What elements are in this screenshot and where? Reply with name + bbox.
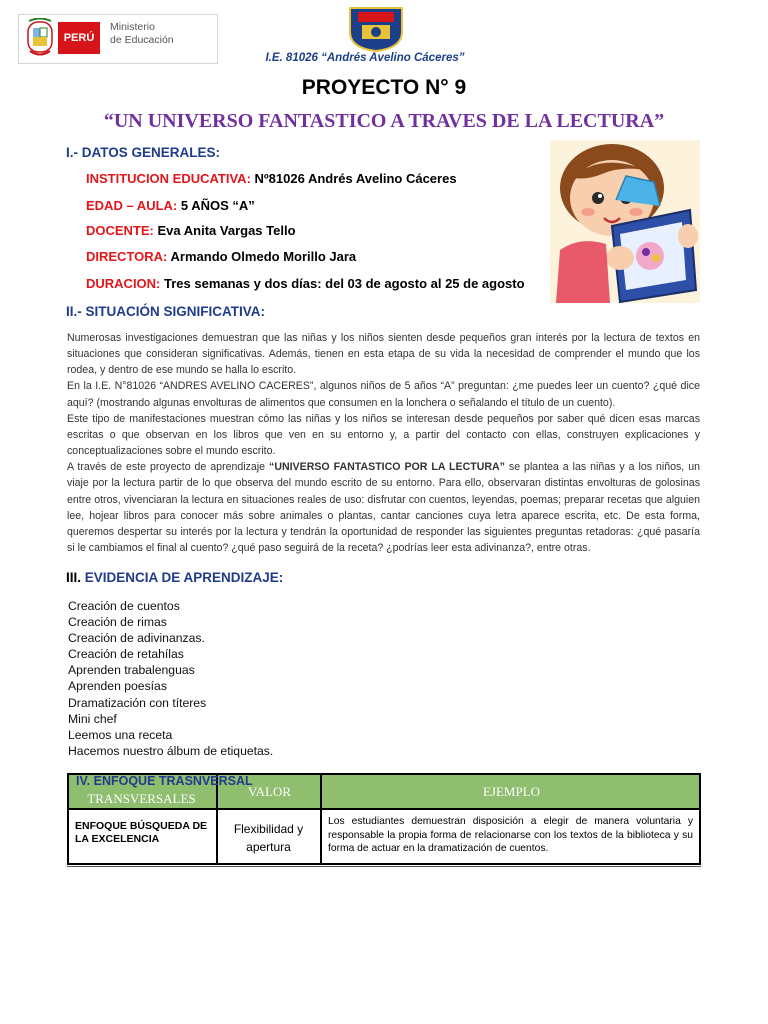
datos-label: DOCENTE: [86, 223, 154, 238]
ministry-name [106, 21, 214, 55]
school-name: I.E. 81026 “Andrés Avelino Cáceres” [265, 52, 465, 64]
table-header-row [69, 775, 699, 810]
evidencia-item: Hacemos nuestro álbum de etiquetas. [68, 743, 274, 758]
datos-row-edad-aula [86, 198, 255, 213]
evidencia-heading-text: EVIDENCIA DE APRENDIZAJE: [81, 570, 284, 585]
situacion-paragraph-4 [67, 459, 700, 556]
evidencia-item: Leemos una receta [68, 727, 173, 742]
cell-ejemplo: Los estudiantes demuestran disposición a elegir de manera voluntaria y responsable la propia forma de relacionarse con los textos de la biblioteca y su forma de actuar en la dramatización de cuentos. [320, 810, 699, 863]
peru-label: PERÚ [58, 22, 100, 54]
datos-row-directora [86, 249, 356, 264]
peru-shield-icon [26, 18, 54, 58]
datos-value: Eva Anita Vargas Tello [157, 223, 296, 238]
evidencia-item: Dramatización con títeres [68, 695, 207, 710]
situacion-paragraph-2: En la I.E. N°81026 “ANDRES AVELINO CACERES”, algunos niños de 5 años “A” preguntan: ¿me puedes leer un cuento? ¿qué dice aquí? (mostrando algunas envolturas de alimentos que consumen en la lonchera o señalando el título de un cuento). [67, 380, 700, 409]
situacion-paragraph-1: Numerosas investigaciones demuestran que las niñas y los niños sienten desde pequeños gran interés por la lectura de textos en situaciones que consideran significativas. Además, tienen en esta etapa de su vida la necesidad de comprender el mundo que los rodea, y dentro de ese mundo se halla lo escrito. [67, 332, 700, 377]
project-subtitle: “UN UNIVERSO FANTASTICO A TRAVES DE LA LECTURA” [103, 110, 665, 132]
datos-value: 5 AÑOS “A” [180, 198, 255, 213]
enfoque-table [67, 773, 701, 865]
child-reading-illustration [550, 140, 700, 303]
evidencia-item: Aprenden trabalenguas [68, 663, 195, 678]
datos-row-docente [86, 223, 296, 238]
situacion-paragraph-3: Este tipo de manifestaciones muestran cómo las niñas y los niños se interesan desde pequeños por saber qué dicen esas marcas escritas o que observan en los libros que ven en su entorno y, a partir del contacto con ellas, construyen explicaciones y conceptualizaciones sobre el mundo escrito. [67, 412, 700, 458]
datos-label: INSTITUCION EDUCATIVA: [86, 171, 251, 186]
evidencia-heading [66, 570, 283, 585]
datos-row-duracion [86, 276, 525, 291]
ministry-line-1: Ministerio [110, 21, 155, 33]
school-crest-icon [344, 6, 408, 52]
header-ejemplo: EJEMPLO [320, 775, 701, 808]
evidencia-item: Creación de adivinanzas. [68, 631, 205, 646]
datos-label: DIRECTORA: [86, 249, 168, 264]
project-title: PROYECTO N° 9 [301, 76, 467, 99]
ministry-line-2: de Educación [110, 34, 174, 46]
table-bottom-rule [67, 866, 701, 867]
header-valor: VALOR [216, 775, 321, 808]
enfoque-heading: IV. ENFOQUE TRASNVERSAL [76, 774, 253, 788]
datos-label: EDAD – AULA: [86, 198, 178, 213]
datos-row-institucion [86, 171, 457, 186]
datos-value: Armando Olmedo Morillo Jara [170, 249, 357, 264]
evidencia-item: Creación de cuentos [68, 599, 180, 613]
evidencia-item: Creación de retahílas [68, 647, 184, 662]
situacion-p4-start: A través de este proyecto de aprendizaje [67, 461, 270, 474]
evidencia-item: Creación de rimas [68, 615, 167, 630]
evidencia-heading-number: III. [66, 570, 82, 585]
situacion-p4-end: se plantea a las niñas y a los niños, un viaje por la lectura partir de lo que observa del mundo escrito de su entorno. Para ello, observaran distintas envolturas de golosinas entre otros, vivenciaran la lectura en situaciones reales de uso: disfrutar con cuentos, leyendas, poemas; preparar recetas que alguien lee, hojear libros para conocer más sobre animales o plantas, cantar canciones cuya letra aparece escrita, etc. De esta forma, queremos despertar su interés por la lectura y tendrán la oportunidad de responder las siguientes preguntas retadoras: ¿qué pasaría si le cambiamos el final al cuento? ¿qué paso seguirá de la receta? ¿podrías leer esta adivinanza?, entre otras. [67, 461, 700, 555]
situacion-p4-project-name: “UNIVERSO FANTASTICO POR LA LECTURA” [269, 461, 505, 474]
situacion-significativa-heading: II.- SITUACIÓN SIGNIFICATIVA: [66, 304, 265, 319]
cell-enfoque: ENFOQUE BÚSQUEDA DE LA EXCELENCIA [75, 820, 208, 845]
datos-value: Tres semanas y dos días: del 03 de agosto al 25 de agosto [164, 276, 525, 291]
datos-label: DURACION: [86, 276, 161, 291]
evidencia-item: Aprenden poesías [68, 679, 167, 694]
datos-value: Nº81026 Andrés Avelino Cáceres [254, 171, 457, 186]
situacion-text [67, 330, 700, 556]
evidencia-list [68, 598, 273, 759]
cell-valor: Flexibilidad y apertura [216, 810, 319, 863]
datos-generales-heading: I.- DATOS GENERALES: [66, 145, 221, 160]
header-transversales: TRANSVERSALES [87, 790, 196, 806]
evidencia-item: Mini chef [68, 711, 117, 726]
